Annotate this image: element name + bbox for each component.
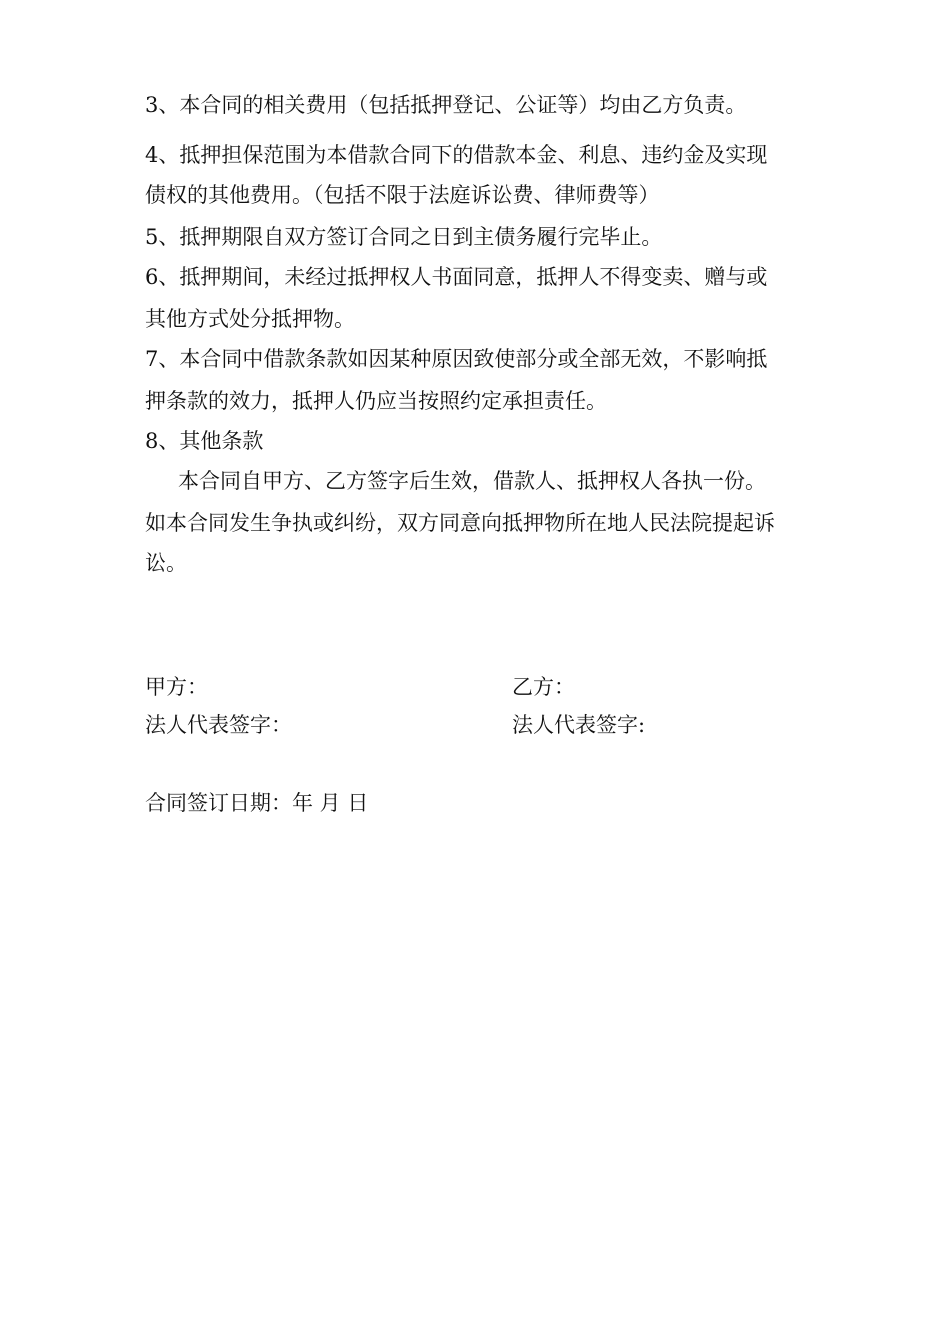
clause-5-line-1: 5、抵押期限自双方签订合同之日到主债务履行完毕止。: [145, 225, 663, 249]
closing-paragraph-line-2: 如本合同发生争执或纠纷，双方同意向抵押物所在地人民法院提起诉: [145, 511, 775, 535]
clause-4-line-1: 4、抵押担保范围为本借款合同下的借款本金、利息、违约金及实现: [145, 143, 768, 167]
party-a-representative-signature-label: 法人代表签字：: [145, 713, 292, 737]
closing-paragraph-line-3: 讼。: [145, 551, 187, 575]
party-b-label: 乙方：: [512, 675, 575, 699]
clause-6-line-2: 其他方式处分抵押物。: [145, 307, 355, 331]
clause-7-line-1: 7、本合同中借款条款如因某种原因致使部分或全部无效，不影响抵: [145, 347, 768, 371]
party-a-label: 甲方：: [145, 675, 208, 699]
party-b-representative-signature-label: 法人代表签字:: [512, 713, 646, 737]
clause-8-heading: 8、其他条款: [145, 429, 264, 453]
clause-6-line-1: 6、抵押期间，未经过抵押权人书面同意，抵押人不得变卖、赠与或: [145, 265, 768, 289]
clause-7-line-2: 押条款的效力，抵押人仍应当按照约定承担责任。: [145, 389, 607, 413]
closing-paragraph-line-1: 本合同自甲方、乙方签字后生效，借款人、抵押权人各执一份。: [178, 469, 766, 493]
clause-3-line-1: 3、本合同的相关费用（包括抵押登记、公证等）均由乙方负责。: [145, 93, 747, 117]
clause-4-line-2: 债权的其他费用。（包括不限于法庭诉讼费、律师费等）: [145, 183, 660, 207]
contract-signing-date-label: 合同签订日期：年 月 日: [145, 791, 369, 815]
